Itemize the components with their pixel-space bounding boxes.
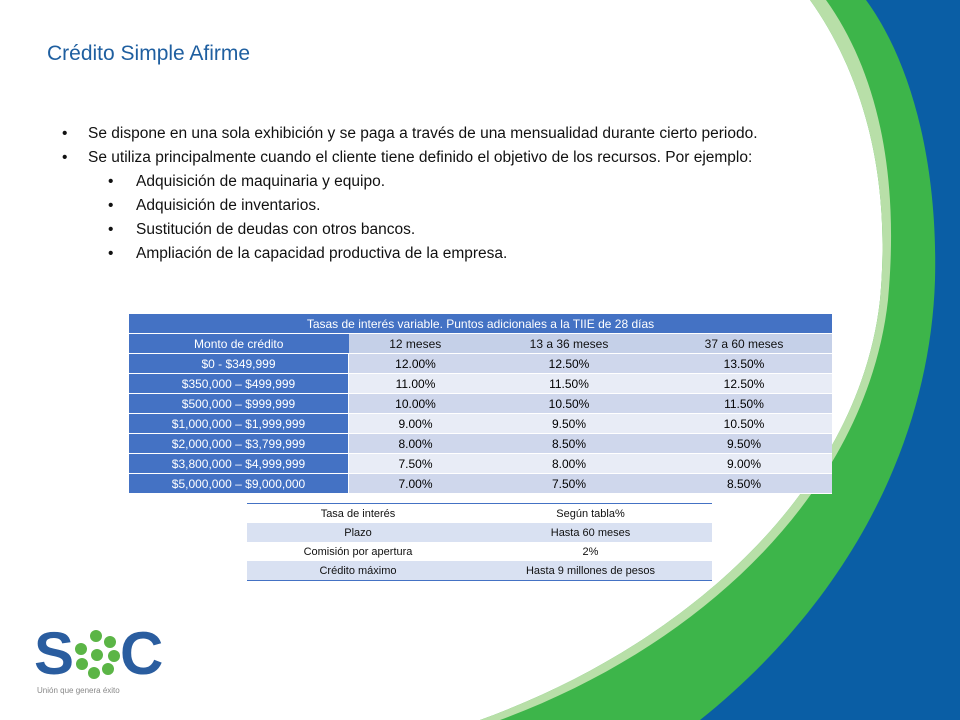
rate-cell: 12.50%	[482, 354, 656, 374]
page-title: Crédito Simple Afirme	[47, 42, 251, 65]
table-row	[129, 454, 832, 474]
amount-cell: $1,000,000 – $1,999,999	[129, 414, 349, 434]
table-row	[247, 561, 712, 581]
table-row	[129, 394, 832, 414]
term-label: Crédito máximo	[247, 561, 469, 581]
rate-cell: 9.50%	[656, 434, 832, 454]
rate-cell: 10.50%	[656, 414, 832, 434]
sub-bullet-item: • Adquisición de inventarios.	[62, 194, 842, 218]
flower-dots-icon	[75, 630, 120, 679]
term-label: Tasa de interés	[320, 507, 396, 520]
rate-cell: 13.50%	[656, 354, 832, 374]
rate-cell: 8.50%	[482, 434, 656, 454]
bullet-item: • Se utiliza principalmente cuando el cliente tiene definido el objetivo de los recursos. Por ejemplo:	[62, 146, 842, 170]
bullet-list	[62, 122, 842, 266]
rate-cell: 10.00%	[349, 394, 483, 414]
soc-logo	[34, 622, 164, 682]
term-label: Plazo	[247, 523, 469, 542]
svg-text:C: C	[120, 622, 164, 682]
table-row	[129, 474, 832, 494]
table-header-row	[129, 334, 832, 354]
rate-cell: 8.50%	[656, 474, 832, 494]
amount-cell: $0 - $349,999	[129, 354, 349, 374]
sub-bullet-item: • Adquisición de maquinaria y equipo.	[62, 170, 842, 194]
sub-bullet-item: • Sustitución de deudas con otros bancos.	[62, 218, 842, 242]
svg-text:S: S	[34, 622, 75, 682]
table-caption: Tasas de interés variable. Puntos adicionales a la TIIE de 28 días	[129, 314, 832, 334]
rate-cell: 12.00%	[349, 354, 483, 374]
rate-cell: 7.50%	[482, 474, 656, 494]
table-row	[129, 434, 832, 454]
rate-cell: 9.50%	[482, 414, 656, 434]
rate-cell: 12.50%	[656, 374, 832, 394]
term-label: Comisión por apertura	[303, 545, 413, 558]
rate-cell: 8.00%	[482, 454, 656, 474]
term-value: Hasta 9 millones de pesos	[469, 561, 712, 581]
amount-cell: $2,000,000 – $3,799,999	[129, 434, 349, 454]
rate-cell: 11.50%	[482, 374, 656, 394]
column-header: 12 meses	[349, 334, 483, 354]
term-value: Según tabla%	[556, 507, 625, 520]
table-row	[129, 374, 832, 394]
rate-cell: 10.50%	[482, 394, 656, 414]
amount-cell: $500,000 – $999,999	[129, 394, 349, 414]
term-value: Hasta 60 meses	[469, 523, 712, 542]
rate-cell: 9.00%	[656, 454, 832, 474]
rate-cell: 7.00%	[349, 474, 483, 494]
logo-tagline: Unión que genera éxito	[37, 686, 120, 695]
bullet-item: • Se dispone en una sola exhibición y se paga a través de una mensualidad durante cierto periodo.	[62, 122, 842, 146]
amount-cell: $350,000 – $499,999	[129, 374, 349, 394]
column-header: Monto de crédito	[129, 334, 349, 354]
term-value: 2%	[582, 545, 599, 558]
rate-cell: 8.00%	[349, 434, 483, 454]
table-row	[129, 354, 832, 374]
amount-cell: $3,800,000 – $4,999,999	[129, 454, 349, 474]
rate-cell: 7.50%	[349, 454, 483, 474]
table-row	[247, 504, 712, 524]
rate-cell: 9.00%	[349, 414, 483, 434]
loan-terms-table	[247, 503, 712, 581]
table-row	[247, 542, 712, 561]
rate-cell: 11.00%	[349, 374, 483, 394]
interest-rates-table	[129, 314, 832, 494]
table-row	[247, 523, 712, 542]
column-header: 37 a 60 meses	[656, 334, 832, 354]
sub-bullet-item: • Ampliación de la capacidad productiva de la empresa.	[62, 242, 842, 266]
amount-cell: $5,000,000 – $9,000,000	[129, 474, 349, 494]
rate-cell: 11.50%	[656, 394, 832, 414]
column-header: 13 a 36 meses	[482, 334, 656, 354]
table-row	[129, 414, 832, 434]
